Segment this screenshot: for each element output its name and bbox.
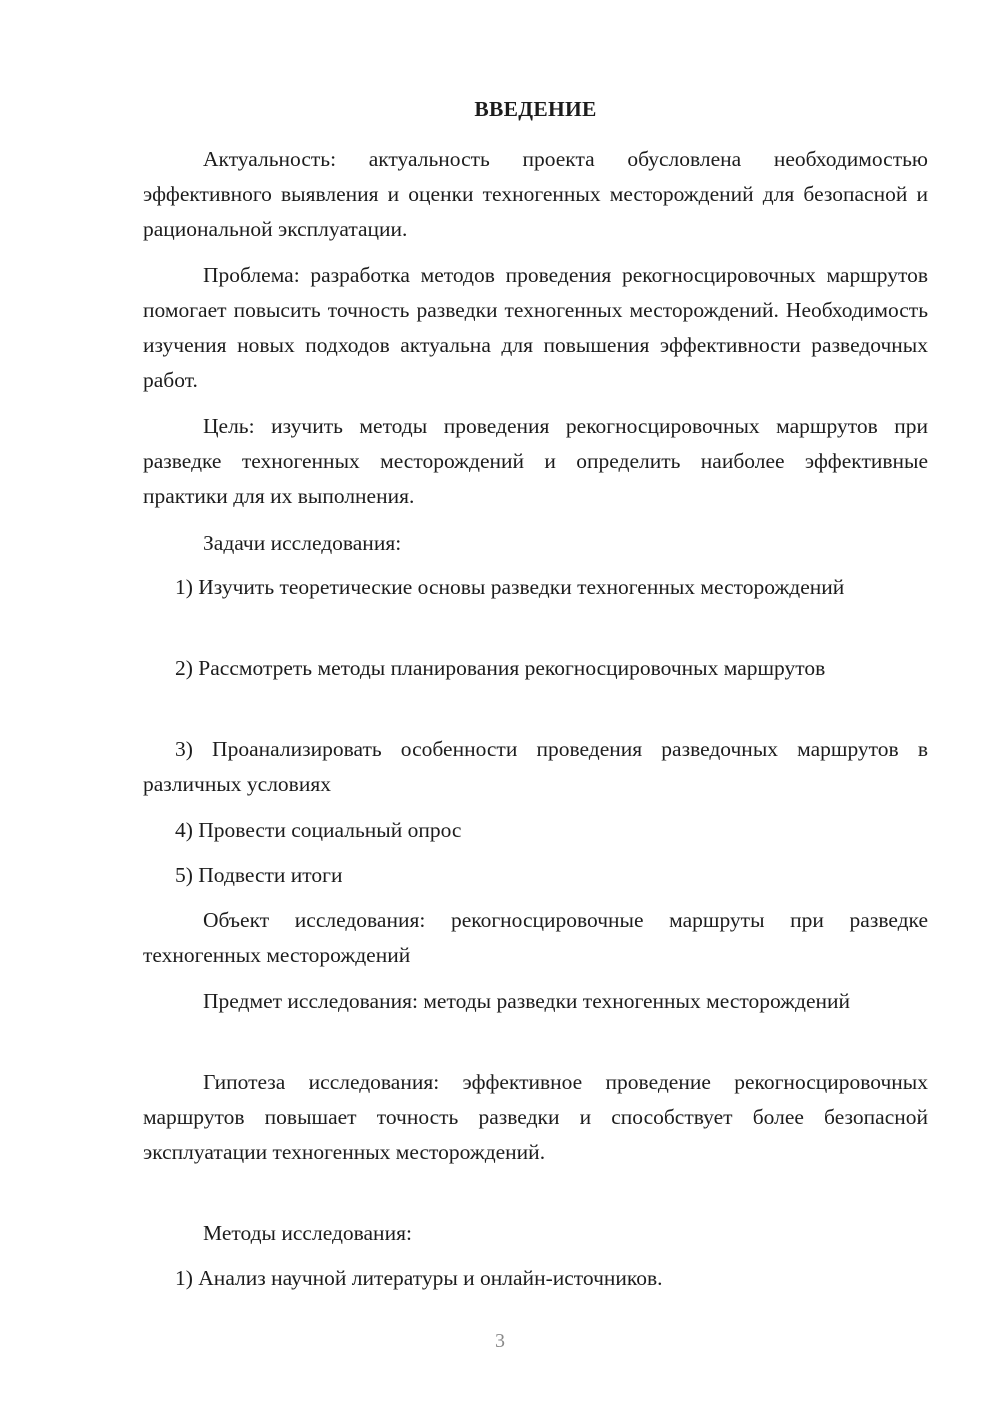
task-item-2: 2) Рассмотреть методы планирования рекогносцировочных маршрутов bbox=[175, 656, 826, 680]
page-number: 3 bbox=[495, 1330, 505, 1352]
problem-paragraph: Проблема: разработка методов проведения рекогносцировочных маршрутов помогает повысить точность разведки техногенных месторождений. Необходимость изучения новых подходов актуальна для повышения эффективности разведочных работ. bbox=[143, 263, 928, 392]
task-item-1: 1) Изучить теоретические основы разведки техногенных месторождений bbox=[175, 575, 845, 599]
goal-paragraph: Цель: изучить методы проведения рекогносцировочных маршрутов при разведке техногенных месторождений и определить наиболее эффективные практики для их выполнения. bbox=[143, 414, 928, 508]
methods-heading: Методы исследования: bbox=[203, 1221, 412, 1245]
task-item-3: 3) Проанализировать особенности проведения разведочных маршрутов в различных условиях bbox=[143, 737, 928, 796]
relevance-paragraph: Актуальность: актуальность проекта обусловлена необходимостью эффективного выявления и оценки техногенных месторождений для безопасной и рациональной эксплуатации. bbox=[143, 147, 928, 241]
hypothesis-paragraph: Гипотеза исследования: эффективное проведение рекогносцировочных маршрутов повышает точность разведки и способствует более безопасной эксплуатации техногенных месторождений. bbox=[143, 1070, 928, 1164]
object-paragraph: Объект исследования: рекогносцировочные маршруты при разведке техногенных месторождений bbox=[143, 908, 928, 967]
task-item-5: 5) Подвести итоги bbox=[175, 863, 343, 887]
section-title: ВВЕДЕНИЕ bbox=[474, 97, 597, 121]
task-item-4: 4) Провести социальный опрос bbox=[175, 818, 462, 842]
tasks-heading: Задачи исследования: bbox=[203, 531, 402, 555]
method-item-1: 1) Анализ научной литературы и онлайн-источников. bbox=[175, 1266, 663, 1290]
subject-paragraph: Предмет исследования: методы разведки техногенных месторождений bbox=[203, 989, 851, 1013]
